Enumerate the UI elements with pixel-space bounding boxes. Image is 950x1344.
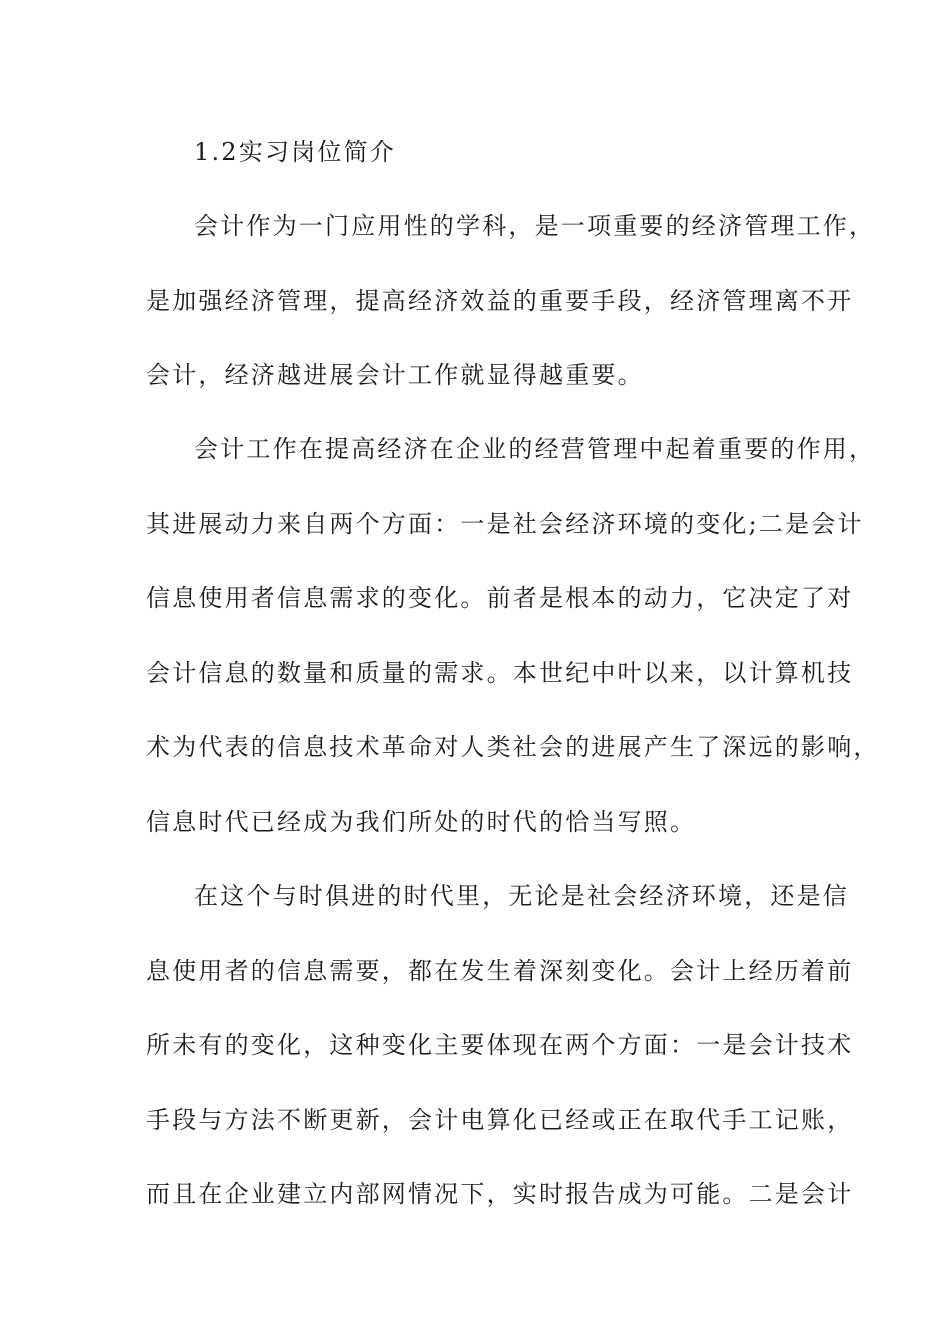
paragraph-line: 会计，经济越进展会计工作就显得越重要。 <box>146 361 644 389</box>
paragraph-line: 会计信息的数量和质量的需求。本世纪中叶以来，以计算机技 <box>146 659 854 687</box>
paragraph-line: 手段与方法不断更新，会计电算化已经或正在取代手工记账， <box>146 1106 854 1134</box>
paragraph-line: 术为代表的信息技术革命对人类社会的进展产生了深远的影响， <box>146 733 880 761</box>
paragraph-line: 息使用者的信息需要，都在发生着深刻变化。会计上经历着前 <box>146 957 854 985</box>
paragraph-line: 所未有的变化，这种变化主要体现在两个方面：一是会计技术 <box>146 1031 854 1059</box>
paragraph-line: 会计工作在提高经济在企业的经营管理中起着重要的作用， <box>194 435 876 463</box>
paragraph-line: 信息时代已经成为我们所处的时代的恰当写照。 <box>146 808 697 836</box>
paragraph-line: 在这个与时俱进的时代里，无论是社会经济环境，还是信 <box>194 882 849 910</box>
paragraph-line: 其进展动力来自两个方面：一是社会经济环境的变化;二是会计 <box>146 510 864 538</box>
paragraph-line: 信息使用者信息需求的变化。前者是根本的动力，它决定了对 <box>146 584 854 612</box>
paragraph-line: 是加强经济管理，提高经济效益的重要手段，经济管理离不开 <box>146 287 854 315</box>
section-heading: 1.2实习岗位简介 <box>194 138 396 166</box>
paragraph-line: 而且在企业建立内部网情况下，实时报告成为可能。二是会计 <box>146 1180 854 1208</box>
paragraph-line: 会计作为一门应用性的学科，是一项重要的经济管理工作， <box>194 212 876 240</box>
